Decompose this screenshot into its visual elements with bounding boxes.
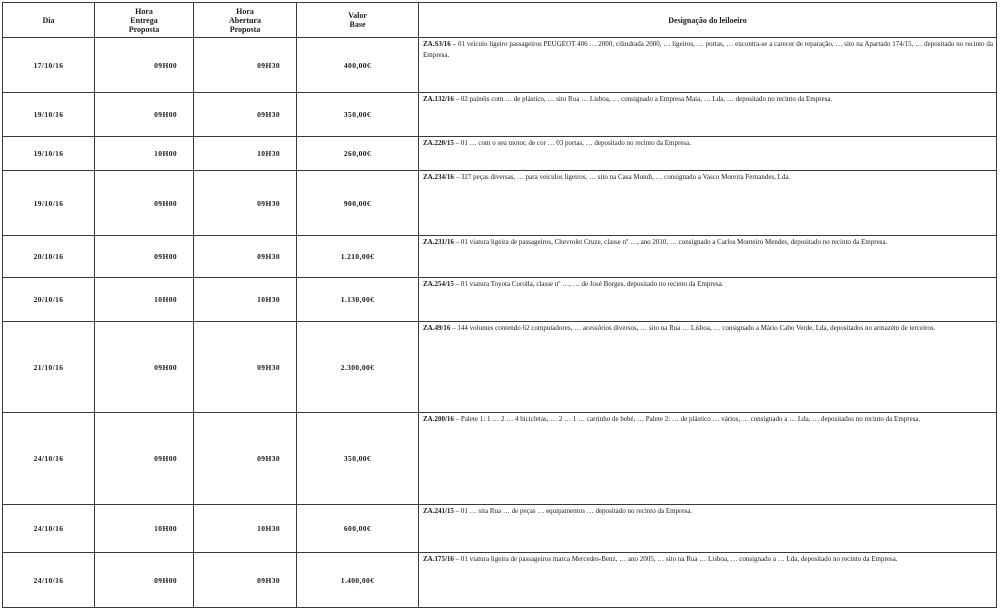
cell-date: 20/10/16 [3, 278, 95, 322]
cell-opening-time: 09H30 [194, 171, 297, 236]
description-text: – 01 … com o seu motor, de cor … 03 portas, … depositado no recinto da Empresa. [453, 139, 692, 147]
cell-date: 20/10/16 [3, 236, 95, 278]
cell-base-value: 1.210,00€ [297, 236, 419, 278]
cell-base-value: 400,00€ [297, 38, 419, 93]
cell-deposit-time: 10H00 [95, 278, 194, 322]
cell-date: 24/10/16 [3, 505, 95, 553]
cell-description [419, 38, 997, 93]
header-opening-line: Abertura [229, 15, 261, 25]
cell-description [419, 505, 997, 553]
cell-base-value: 350,00€ [297, 413, 419, 505]
cell-deposit-time: 09H00 [95, 38, 194, 93]
table-row [3, 278, 997, 322]
process-code: ZA.200/16 [423, 415, 454, 423]
cell-base-value: 260,00€ [297, 137, 419, 171]
header-deposit-time [95, 3, 194, 38]
table-row [3, 93, 997, 137]
cell-deposit-time: 09H00 [95, 553, 194, 608]
cell-deposit-time: 09H00 [95, 171, 194, 236]
description-text: – 01 veículo ligeiro passageiros PEUGEOT 406 … 2000, cilindrada 2000, … ligeiros, … portas, … encontra-se a carecer de reparação, … sito na Apartado 174/15, … depositado no recinto da Empresa. [423, 40, 993, 60]
header-description: Designação do leiloeiro [419, 3, 997, 38]
table-row [3, 413, 997, 505]
cell-date: 19/10/16 [3, 171, 95, 236]
cell-deposit-time: 09H00 [95, 236, 194, 278]
process-code: ZA.220/15 [423, 139, 454, 147]
process-code: ZA.S3/16 [423, 40, 451, 48]
table-row [3, 553, 997, 608]
cell-date: 19/10/16 [3, 137, 95, 171]
cell-base-value: 1.400,00€ [297, 553, 419, 608]
cell-description [419, 322, 997, 413]
cell-opening-time: 10H30 [194, 278, 297, 322]
cell-deposit-time: 10H00 [95, 505, 194, 553]
cell-opening-time: 09H30 [194, 413, 297, 505]
header-date: Dia [3, 3, 95, 38]
cell-opening-time: 09H30 [194, 553, 297, 608]
auction-table [2, 2, 997, 608]
cell-base-value: 2.300,00€ [297, 322, 419, 413]
cell-deposit-time: 09H00 [95, 413, 194, 505]
description-text: – Palete 1: 1 … 2 … 4 bicicletas, … 2 … 1 … carrinho de bebé, … Palete 2: … de plástico … vários, … consignado a … Lda, … depositados no recinto da Empresa. [453, 415, 921, 423]
cell-deposit-time: 09H00 [95, 322, 194, 413]
cell-deposit-time: 10H00 [95, 137, 194, 171]
cell-opening-time: 10H30 [194, 505, 297, 553]
description-text: – 01 viatura Toyota Corolla, classe nº …, … de José Borges, depositado no recinto da Empresa. [453, 280, 724, 288]
table-row [3, 236, 997, 278]
cell-opening-time: 09H30 [194, 236, 297, 278]
cell-date: 17/10/16 [3, 38, 95, 93]
process-code: ZA.241/15 [423, 507, 454, 515]
cell-opening-time: 09H30 [194, 322, 297, 413]
description-text: – 144 volumes contendo 62 computadores, … acessórios diversos, … sito na Rua … Lisboa, … consignado a Mário Cabo Verde, Lda, depositados no armazém de terceiros. [450, 324, 936, 332]
process-code: ZA.234/16 [423, 173, 454, 181]
process-code: ZA.49/16 [423, 324, 451, 332]
cell-description [419, 553, 997, 608]
table-row [3, 171, 997, 236]
cell-description [419, 278, 997, 322]
cell-description [419, 137, 997, 171]
cell-base-value: 350,00€ [297, 93, 419, 137]
table-row [3, 38, 997, 93]
cell-description [419, 93, 997, 137]
cell-date: 21/10/16 [3, 322, 95, 413]
cell-description [419, 413, 997, 505]
process-code: ZA.175/16 [423, 555, 454, 563]
table-row [3, 137, 997, 171]
description-text: – 02 painéis com … de plástico, … sito Rua … Lisboa, … consignado a Empresa Maia, … Lda, … depositado no recinto da Empresa. [453, 95, 833, 103]
description-text: – 327 peças diversas, … para veículos ligeiros, … sito na Casa Mundi, … consignado a Vasco Moreira Fernandes, Lda. [453, 173, 791, 181]
process-code: ZA.254/15 [423, 280, 454, 288]
cell-opening-time: 09H30 [194, 93, 297, 137]
description-text: – 01 viatura ligeira de passageiros marca Mercedes-Benz, … ano 2005, … sito na Rua … Lisboa, … consignado a … Lda, depositado no recinto da Empresa. [453, 555, 898, 563]
cell-opening-time: 09H30 [194, 38, 297, 93]
process-code: ZA.132/16 [423, 95, 454, 103]
header-deposit-line: Entrega [130, 15, 158, 25]
header-base-value [297, 3, 419, 38]
header-opening-line: Proposta [229, 24, 261, 34]
cell-description [419, 236, 997, 278]
table-row [3, 322, 997, 413]
header-row [3, 3, 997, 38]
process-code: ZA.231/16 [423, 238, 454, 246]
table-row [3, 505, 997, 553]
cell-opening-time: 10H30 [194, 137, 297, 171]
description-text: – 01 … sita Rua … de peças … equipamentos … depositado no recinto da Empresa. [453, 507, 693, 515]
description-text: – 01 viatura ligeira de passageiros, Chevrolet Cruze, classe nº …, ano 2010, … consignado a Carlos Monteiro Mendes, depositado no recinto da Empresa. [453, 238, 888, 246]
cell-date: 24/10/16 [3, 413, 95, 505]
cell-base-value: 900,00€ [297, 171, 419, 236]
cell-description [419, 171, 997, 236]
header-deposit-line: Hora [135, 6, 153, 16]
cell-date: 24/10/16 [3, 553, 95, 608]
header-value-line: Valor [348, 11, 367, 20]
cell-base-value: 600,00€ [297, 505, 419, 553]
cell-date: 19/10/16 [3, 93, 95, 137]
cell-deposit-time: 09H00 [95, 93, 194, 137]
header-opening-line: Hora [236, 6, 254, 16]
header-opening-time [194, 3, 297, 38]
cell-base-value: 1.130,00€ [297, 278, 419, 322]
header-deposit-line: Proposta [128, 24, 160, 34]
header-value-line: Base [349, 20, 366, 29]
